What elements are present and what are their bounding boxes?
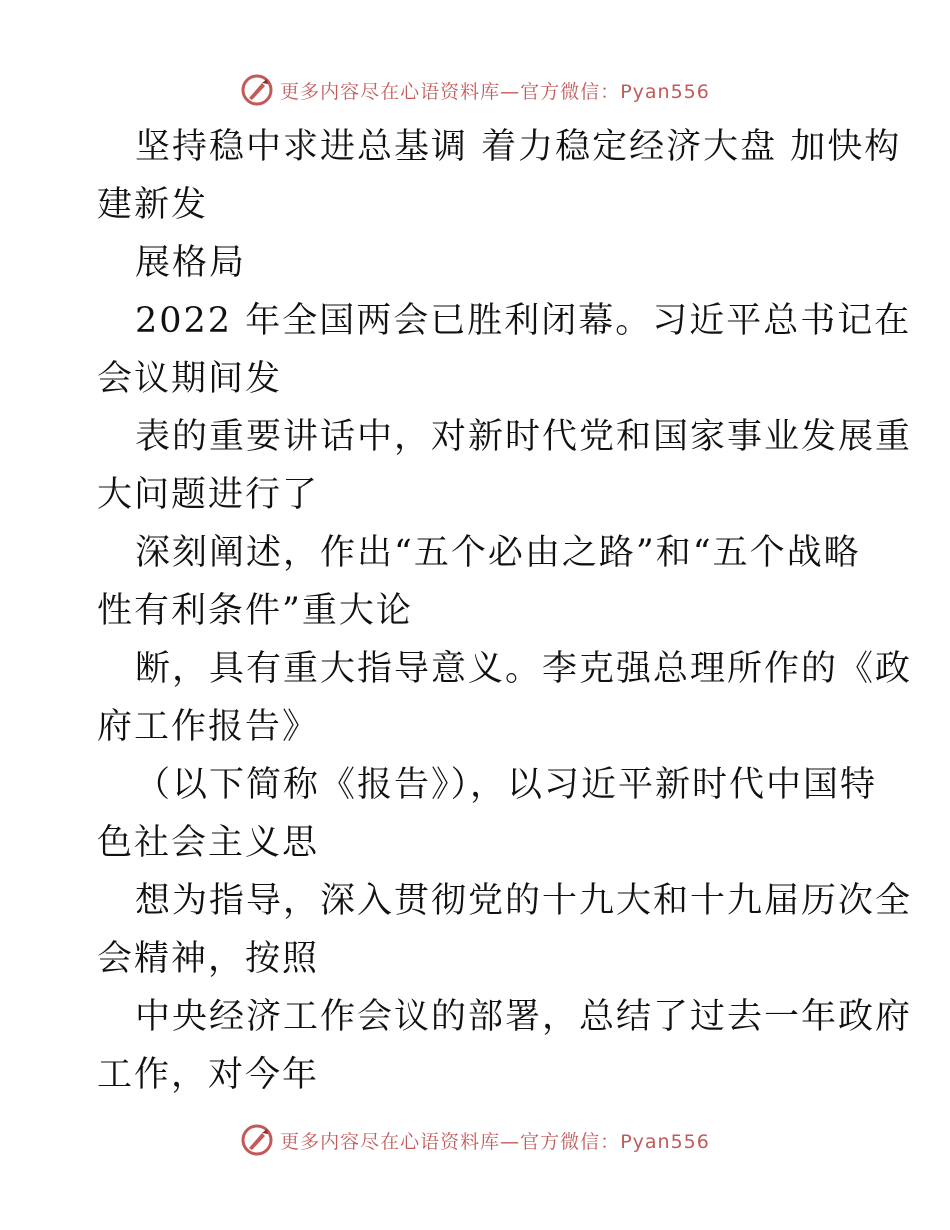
watermark-wechat-id: Pyan556	[620, 1130, 710, 1153]
quill-logo-icon	[240, 1123, 274, 1157]
text-line: （以下简称《报告》），以习近平新时代中国特	[135, 765, 878, 805]
text-line: 深刻阐述，作出“五个必由之路”和“五个战略	[135, 533, 861, 573]
text-line: 色社会主义思	[97, 823, 320, 863]
document-body	[97, 118, 913, 1104]
watermark-site: 更多内容尽在心语资料库	[280, 1130, 501, 1153]
watermark-separator: —	[500, 80, 521, 103]
watermark-text	[280, 77, 710, 104]
text-line: 坚持稳中求进总基调 着力稳定经济大盘 加快构	[135, 127, 902, 167]
text-line: 会精神，按照	[97, 939, 320, 979]
text-line: 表的重要讲话中，对新时代党和国家事业发展重	[135, 417, 913, 457]
watermark-wechat-id: Pyan556	[620, 80, 710, 103]
text-line: 会议期间发	[97, 359, 283, 399]
text-line: 想为指导，深入贯彻党的十九大和十九届历次全	[135, 881, 913, 921]
watermark-text	[280, 1127, 710, 1154]
quill-logo-icon	[240, 73, 274, 107]
text-line: 中央经济工作会议的部署，总结了过去一年政府	[135, 997, 913, 1037]
text-line: 2022 年全国两会已胜利闭幕。习近平总书记在	[135, 301, 912, 341]
text-line: 建新发	[97, 185, 209, 225]
footer-watermark	[0, 1120, 950, 1160]
text-line: 断，具有重大指导意义。李克强总理所作的《政	[135, 649, 913, 689]
text-line: 工作，对今年	[97, 1055, 320, 1095]
text-line: 大问题进行了	[97, 475, 320, 515]
watermark-wechat-label: 官方微信：	[520, 80, 621, 103]
text-line: 展格局	[135, 243, 247, 283]
watermark-separator: —	[500, 1130, 521, 1153]
header-watermark	[0, 70, 950, 110]
watermark-site: 更多内容尽在心语资料库	[280, 80, 501, 103]
watermark-wechat-label: 官方微信：	[520, 1130, 621, 1153]
text-line: 府工作报告》	[97, 707, 320, 747]
text-line: 性有利条件”重大论	[97, 591, 413, 631]
